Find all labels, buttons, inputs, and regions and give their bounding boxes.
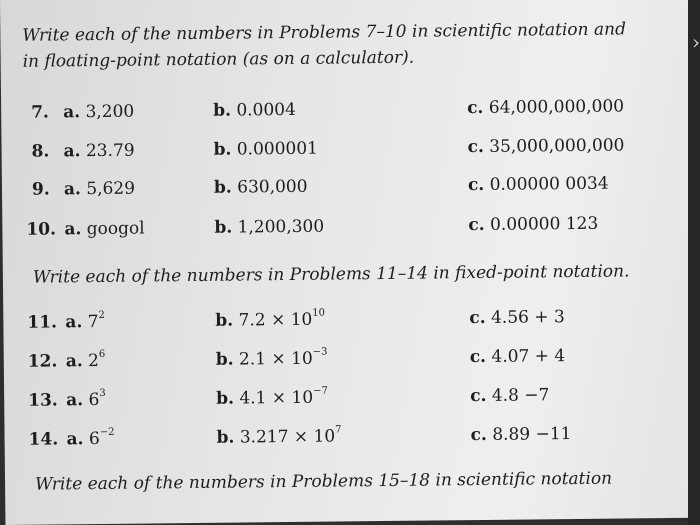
part-c: c. 0.00000 123 bbox=[468, 213, 599, 236]
problem-row-10 bbox=[2, 213, 690, 250]
problem-row-8 bbox=[1, 135, 689, 172]
section1-instructions bbox=[22, 16, 626, 74]
part-c: c. 4.56 + 3 bbox=[469, 307, 565, 329]
part-c: c. 35,000,000,000 bbox=[467, 135, 625, 158]
part-b: b. 1,200,300 bbox=[214, 216, 325, 238]
problem-row-12 bbox=[4, 345, 692, 382]
problem-row-11 bbox=[3, 306, 691, 343]
part-b: b. $7.2 \times 10^{10}$ bbox=[215, 307, 326, 331]
part-b: b. 0.000001 bbox=[213, 138, 319, 160]
part-a: a. googol bbox=[64, 218, 145, 240]
part-a: a. $2^6$ bbox=[65, 348, 106, 372]
problem-row-14 bbox=[5, 423, 693, 460]
chevron-right-icon: › bbox=[692, 30, 700, 54]
problem-number: 13. bbox=[28, 390, 58, 411]
part-c: c. 8.89 −11 bbox=[470, 424, 572, 446]
part-b: b. $2.1 \times 10^{-3}$ bbox=[215, 346, 328, 370]
part-c: c. 0.00000 0034 bbox=[467, 173, 609, 196]
problem-number: 9. bbox=[31, 179, 50, 200]
problem-row-7 bbox=[1, 96, 689, 133]
part-a: a. $6^3$ bbox=[66, 387, 106, 411]
problem-row-9 bbox=[2, 173, 690, 210]
problem-number: 11. bbox=[27, 312, 58, 333]
part-a: a. 23.79 bbox=[63, 140, 135, 162]
part-b: b. 0.0004 bbox=[213, 99, 296, 121]
problem-number: 12. bbox=[27, 351, 58, 372]
section1-intro-line2: in floating-point notation (as on a calculator). bbox=[22, 47, 415, 72]
part-a: a. $6^{-2}$ bbox=[66, 426, 115, 450]
problem-number: 8. bbox=[31, 141, 50, 162]
problem-number: 10. bbox=[26, 219, 57, 240]
part-a: a. 3,200 bbox=[63, 101, 135, 123]
part-c: c. 4.07 + 4 bbox=[469, 346, 566, 368]
part-c: c. 4.8 −7 bbox=[470, 385, 550, 407]
section1-intro-line1: Write each of the numbers in Problems 7–10 in scientific notation and bbox=[22, 19, 627, 46]
section3-instructions: Write each of the numbers in Problems 15–18 in scientific notation bbox=[34, 468, 613, 495]
part-a: a. 5,629 bbox=[63, 178, 136, 200]
part-c: c. 64,000,000,000 bbox=[467, 96, 625, 119]
part-b: b. $4.1 \times 10^{-7}$ bbox=[216, 385, 328, 409]
part-b: b. 630,000 bbox=[213, 176, 308, 198]
problem-number: 7. bbox=[31, 102, 50, 123]
part-a: a. $7^2$ bbox=[65, 309, 105, 333]
problem-number: 14. bbox=[28, 429, 59, 450]
dark-background-edge bbox=[688, 0, 700, 525]
problem-row-13 bbox=[4, 384, 692, 421]
part-b: b. $3.217 \times 10^7$ bbox=[216, 424, 342, 448]
section2-instructions: Write each of the numbers in Problems 11–14 in fixed-point notation. bbox=[32, 261, 630, 288]
